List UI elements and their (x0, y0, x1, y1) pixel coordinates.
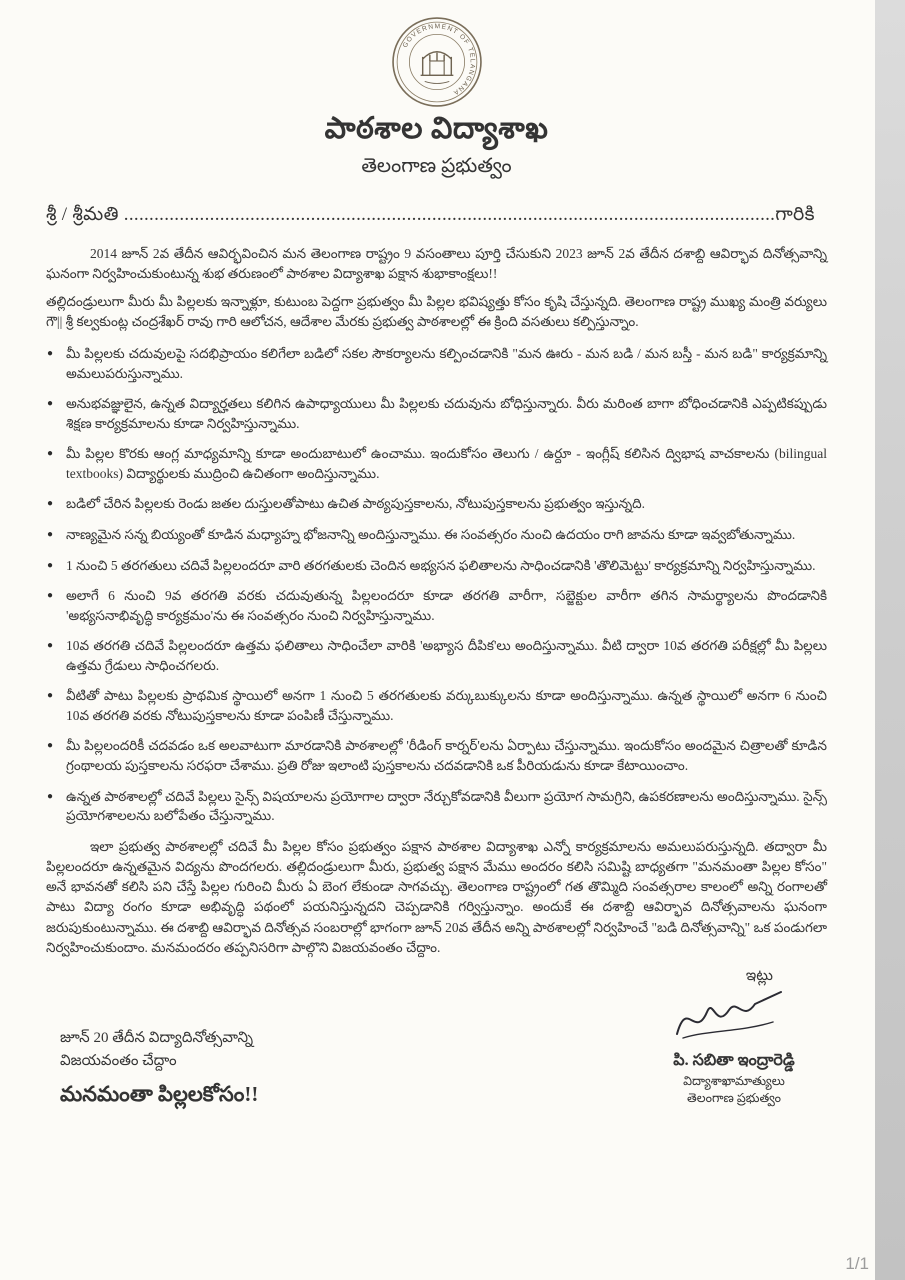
slogan-line-3: మనమంతా పిల్లలకోసం!! (60, 1082, 259, 1107)
facility-item: ● బడిలో చేరిన పిల్లలకు రెండు జతల దుస్తులతోపాటు ఉచిత పాఠ్యపుస్తకాలను, నోటుపుస్తకాలను ప్రభుత్వం ఇస్తున్నది. (47, 496, 646, 512)
facility-item: ● నాణ్యమైన సన్న బియ్యంతో కూడిన మధ్యాహ్న భోజనాన్ని అందిస్తున్నాము. ఈ సంవత్సరం నుంచి ఉదయం రాగి జావను కూడా ఇవ్వబోతున్నాము. (47, 526, 796, 542)
bullet-icon: ● (47, 498, 54, 510)
facility-item: ● మీ పిల్లలందరికీ చదవడం ఒక అలవాటుగా మారడానికి పాఠశాలల్లో 'రీడింగ్ కార్నర్'లను ఏర్పాటు చేస్తున్నాము. ఇందుకోసం అందమైన చిత్రాలతో కూడిన గ్రంథాలయ పుస్తకాలను సరఫరా చేశాము. ప్రతి రోజు ఇలాంటి పుస్తకాలను చదవడానికి ఒక పీరియడును కూడా కేటాయించాం. (47, 738, 827, 773)
bullet-icon: ● (47, 690, 54, 702)
bullet-icon: ● (47, 528, 54, 540)
facility-item: ● వీటితో పాటు పిల్లలకు ప్రాథమిక స్థాయిలో అనగా 1 నుంచి 5 తరగతులకు వర్కుబుక్కులను కూడా అందిస్తున్నాము. ఉన్నత స్థాయిలో అనగా 6 నుంచి 10వ తరగతి వరకు నోటుపుస్తకాలను కూడా పంపిణీ చేస్తున్నాము. (47, 688, 827, 723)
closing-paragraph: ఇలా ప్రభుత్వ పాఠశాలల్లో చదివే మీ పిల్లల కోసం ప్రభుత్వం పక్షాన పాఠశాల విద్యాశాఖ ఎన్నో కార్యక్రమాలను అమలుపరుస్తున్నది. తద్వారా మీ పిల్లలందరూ ఉన్నతమైన విద్యను పొందగలరు. తల్లిదండ్రులుగా మీరు, ప్రభుత్వ పక్షాన మేము అందరం కలిసి సమిష్టి బాధ్యతగా "మనమంతా పిల్లల కోసం" అనే భావనతో కలిసి పని చేస్తే పిల్లల గురించి మీరు ఏ బెంగ లేకుండా సాగవచ్చు. తెలంగాణ రాష్ట్రంలో గత తొమ్మిది సంవత్సరాల కాలంలో అన్ని రంగాలతో పాటు విద్యా రంగం కూడా అభివృద్ధి పథంలో పయనిస్తున్నదని చెప్పడానికి గర్విస్తున్నాం. అందుకే ఈ దశాబ్ది ఆవిర్భావ దినోత్సవాలను ఘనంగా జరుపుకుంటున్నాము. ఈ దశాబ్ది ఆవిర్భావ దినోత్సవ సంబరాల్లో భాగంగా జూన్ 20వ తేదీన అన్ని పాఠశాలల్లో నిర్వహించే "బడి దినోత్సవాన్ని" ఒక పండుగలా నిర్వహించుకుందాం. మనమందరం తప్పనిసరిగా పాల్గొని విజయవంతం చేద్దాం. (46, 838, 827, 955)
handwritten-signature (669, 988, 799, 1044)
facility-item: ● మీ పిల్లలకు చదువులపై సదభిప్రాయం కలిగేలా బడిలో సకల సౌకర్యాలను కల్పించడానికి "మన ఊరు - మన బడి / మన బస్తీ - మన బడి" కార్యక్రమాన్ని అమలుపరుస్తున్నాము. (47, 346, 827, 381)
facility-item: ● 1 నుంచి 5 తరగతులు చదివే పిల్లలందరూ వారి తరగతులకు చెందిన అభ్యసన ఫలితాలను సాధించడానికి 'తొలిమెట్టు' కార్యక్రమాన్ని నిర్వహిస్తున్నాము. (47, 557, 816, 573)
salutation-line: శ్రీ / శ్రీమతి .................................................................................................................................గారికి (46, 204, 815, 225)
bullet-icon: ● (47, 448, 54, 460)
government-title: తెలంగాణ ప్రభుత్వం (361, 155, 512, 177)
seal-emblem-icon (420, 52, 453, 84)
page-indicator: 1/1 (845, 1254, 869, 1273)
signature-closing-word: ఇట్లు (745, 968, 773, 985)
bullet-icon: ● (47, 740, 54, 752)
department-title: పాఠశాల విద్యాశాఖ (324, 112, 549, 145)
bullet-icon: ● (47, 348, 54, 359)
bullet-icon: ● (47, 398, 54, 410)
signature-block (669, 968, 799, 1117)
seal-ring-text: GOVERNMENT OF TELANGANA (401, 23, 476, 97)
facility-item: ● అలాగే 6 నుంచి 9వ తరగతి వరకు చదువుతున్న పిల్లలందరూ కూడా తరగతి వారీగా, సబ్జెక్టుల వారీగా తగిన సామర్థ్యాలను పొందడానికి 'అభ్యసనాభివృద్ధి కార్యక్రమం'ను ఈ సంవత్సరం నుంచి నిర్వహిస్తున్నాము. (47, 588, 827, 623)
intro-paragraph: 2014 జూన్ 2వ తేదీన ఆవిర్భవించిన మన తెలంగాణ రాష్ట్రం 9 వసంతాలు పూర్తి చేసుకుని 2023 జూన్ 2వ తేదీన దశాబ్ది ఆవిర్భావ దినోత్సవాన్ని ఘనంగా నిర్వహించుకుంటున్న శుభ తరుణంలో పాఠశాల విద్యాశాఖ పక్షాన శుభాకాంక్షలు!! (46, 246, 827, 282)
facility-item: ● 10వ తరగతి చదివే పిల్లలందరూ ఉత్తమ ఫలితాలు సాధించేలా వారికి 'అభ్యాస దీపిక'లు అందిస్తున్నాము. వీటి ద్వారా 10వ తరగతి పరీక్షల్లో మీ పిల్లలు ఉత్తమ గ్రేడులు సాధించగలరు. (47, 638, 827, 673)
facility-item: ● అనుభవజ్ఞులైన, ఉన్నత విద్యార్హతలు కలిగిన ఉపాధ్యాయులు మీ పిల్లలకు చదువును బోధిస్తున్నారు. వీరు మరింత బాగా బోధించడానికి ఎప్పటికప్పుడు శిక్షణ కార్యక్రమాలను కూడా నిర్వహిస్తున్నాము. (47, 396, 827, 431)
facility-list (46, 344, 827, 826)
slogan-line-2: విజయవంతం చేద్దాం (60, 1053, 177, 1070)
government-of-telangana-seal-icon (391, 16, 483, 108)
facility-item: ● మీ పిల్లల కొరకు ఆంగ్ల మాధ్యమాన్ని కూడా అందుబాటులో ఉంచాము. ఇందుకోసం తెలుగు / ఉర్దూ - ఇంగ్లీష్ కలిసిన ద్విభాష వాచకాలను (bilingual textbooks) విద్యార్థులకు ముద్రించి ఉచితంగా అందిస్తున్నాము. (47, 446, 827, 481)
letter-footer-row (46, 968, 827, 1117)
letter-header (46, 16, 827, 182)
bullet-icon: ● (47, 790, 54, 802)
bullet-icon: ● (47, 590, 54, 602)
bullet-icon: ● (47, 640, 54, 652)
signatory-name: పి. సబితా ఇంద్రారెడ్డి (673, 1052, 795, 1070)
facility-item: ● ఉన్నత పాఠశాలల్లో చదివే పిల్లలు సైన్స్ విషయాలను ప్రయోగాల ద్వారా నేర్చుకోవడానికి వీలుగా ప్రయోగ సామగ్రిని, ఉపకరణాలను అందిస్తున్నాము. సైన్స్ ప్రయోగశాలలను బలోపేతం చేస్తున్నాము. (47, 788, 827, 824)
bullet-icon: ● (47, 559, 54, 571)
footer-slogan (46, 1027, 258, 1117)
signatory-organization: తెలంగాణ ప్రభుత్వం (687, 1091, 781, 1106)
second-paragraph: తల్లిదండ్రులుగా మీరు మీ పిల్లలకు ఇన్నాళ్లూ, కుటుంబ పెద్దగా ప్రభుత్వం మీ పిల్లల భవిష్యత్తు కోసం కృషి చేస్తున్నది. తెలంగాణ రాష్ట్ర ముఖ్య మంత్రి వర్యులు గౌ|| శ్రీ కల్వకుంట్ల చంద్రశేఖర్ రావు గారి ఆలోచన, ఆదేశాల మేరకు ప్రభుత్వ పాఠశాలల్లో ఈ క్రింది వసతులు కల్పిస్తున్నాం. (46, 293, 827, 329)
slogan-line-1: జూన్ 20 తేదీన విద్యాదినోత్సవాన్ని (60, 1029, 254, 1046)
signatory-designation: విద్యాశాఖామాత్యులు (683, 1074, 785, 1089)
